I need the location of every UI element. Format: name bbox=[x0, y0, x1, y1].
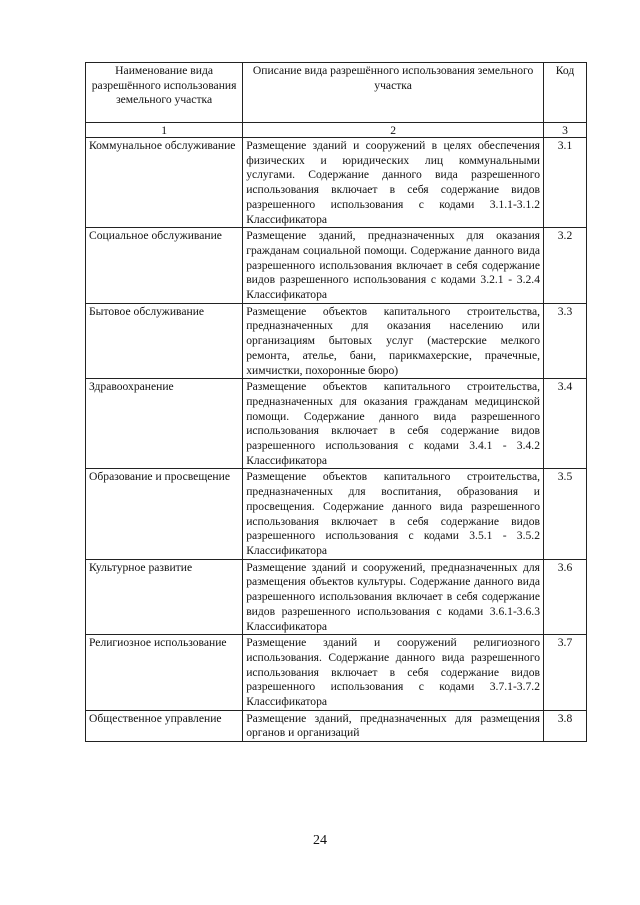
row-name: Культурное развитие bbox=[86, 559, 243, 635]
table-row bbox=[86, 559, 587, 635]
row-code: 3.3 bbox=[544, 303, 587, 379]
column-number-2: 2 bbox=[243, 123, 544, 138]
page-number: 24 bbox=[313, 833, 327, 848]
row-description: Размещение зданий и сооружений религиозного использования. Содержание данного вида разрешенного использования включает в себя содержание видов разрешенного использования с кодами 3.7.1-3.7.2 Классификатора bbox=[243, 635, 544, 711]
table-header bbox=[86, 63, 587, 138]
column-number-1: 1 bbox=[86, 123, 243, 138]
table-row bbox=[86, 635, 587, 711]
header-row bbox=[86, 63, 587, 123]
table-row bbox=[86, 303, 587, 379]
header-name: Наименование вида разрешённого использования земельного участка bbox=[86, 63, 243, 123]
row-description: Размещение объектов капитального строительства, предназначенных для воспитания, образования и просвещения. Содержание данного вида разрешенного использования включает в себя содержание видов разрешенного использования с кодами 3.5.1 - 3.5.2 Классификатора bbox=[243, 469, 544, 559]
header-code: Код bbox=[544, 63, 587, 123]
row-code: 3.1 bbox=[544, 138, 587, 228]
row-code: 3.5 bbox=[544, 469, 587, 559]
table-row bbox=[86, 138, 587, 228]
land-use-table bbox=[85, 62, 587, 742]
row-code: 3.2 bbox=[544, 228, 587, 304]
row-description: Размещение объектов капитального строительства, предназначенных для оказания населению или организациям бытовых услуг (мастерские мелкого ремонта, ателье, бани, парикмахерские, прачечные, химчистки, похоронные бюро) bbox=[243, 303, 544, 379]
table-row bbox=[86, 469, 587, 559]
header-description: Описание вида разрешённого использования земельного участка bbox=[243, 63, 544, 123]
table-row bbox=[86, 228, 587, 304]
table-row bbox=[86, 710, 587, 741]
row-name: Социальное обслуживание bbox=[86, 228, 243, 304]
row-name: Бытовое обслуживание bbox=[86, 303, 243, 379]
row-name: Образование и просвещение bbox=[86, 469, 243, 559]
row-code: 3.6 bbox=[544, 559, 587, 635]
row-code: 3.7 bbox=[544, 635, 587, 711]
column-number-3: 3 bbox=[544, 123, 587, 138]
row-code: 3.4 bbox=[544, 379, 587, 469]
table-row bbox=[86, 379, 587, 469]
row-name: Религиозное использование bbox=[86, 635, 243, 711]
row-description: Размещение объектов капитального строительства, предназначенных для оказания гражданам медицинской помощи. Содержание данного вида разрешенного использования включает в себя содержание видов разрешенного использования с кодами 3.4.1 - 3.4.2 Классификатора bbox=[243, 379, 544, 469]
row-name: Общественное управление bbox=[86, 710, 243, 741]
row-name: Коммунальное обслуживание bbox=[86, 138, 243, 228]
row-code: 3.8 bbox=[544, 710, 587, 741]
row-description: Размещение зданий, предназначенных для размещения органов и организаций bbox=[243, 710, 544, 741]
row-name: Здравоохранение bbox=[86, 379, 243, 469]
table-body bbox=[86, 138, 587, 742]
row-description: Размещение зданий и сооружений в целях обеспечения физических и юридических лиц коммунальными услугами. Содержание данного вида разрешенного использования включает в себя содержание видов разрешенного использования с кодами 3.1.1-3.1.2 Классификатора bbox=[243, 138, 544, 228]
row-description: Размещение зданий, предназначенных для оказания гражданам социальной помощи. Содержание данного вида разрешенного использования включает в себя содержание видов разрешенного использования с кодами 3.2.1 - 3.2.4 Классификатора bbox=[243, 228, 544, 304]
row-description: Размещение зданий и сооружений, предназначенных для размещения объектов культуры. Содержание данного вида разрешенного использования включает в себя содержание видов разрешенного использования с кодами 3.6.1-3.6.3 Классификатора bbox=[243, 559, 544, 635]
column-number-row bbox=[86, 123, 587, 138]
